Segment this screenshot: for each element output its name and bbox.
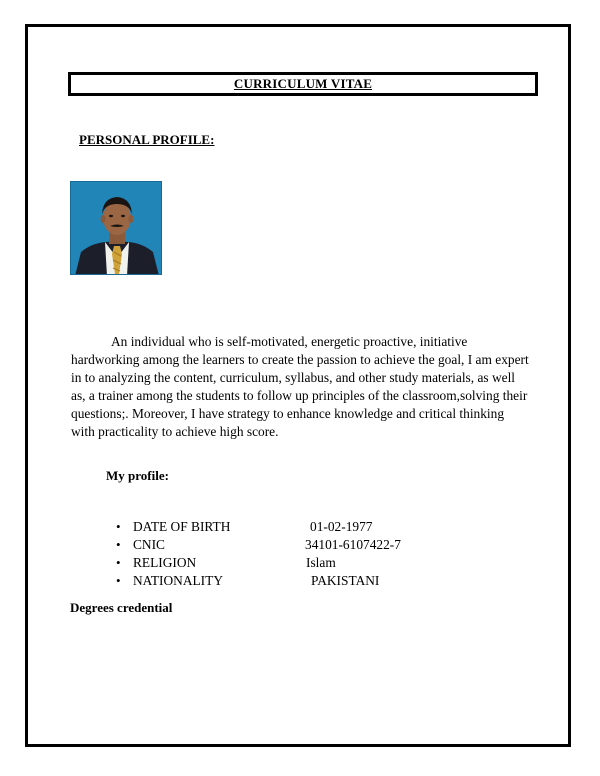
my-profile-heading: My profile: [106,468,169,483]
title-box [68,72,538,96]
detail-nationality [116,572,401,590]
bullet-icon: • [116,555,121,570]
detail-label: DATE OF BIRTH [133,519,231,534]
profile-summary: An individual who is self-motivated, energetic proactive, initiative hardworking among the learners to create the passion to achieve the goal, I am expert in to analyzing the content, curriculum, syllabus, and other study materials, as well as, a trainer among the students to follow up principles of the classroom,solving their questions;. Moreover, I have strategy to enhance knowledge and critical thinking with practicality to achieve high score. [71,334,529,439]
personal-profile-heading: PERSONAL PROFILE: [79,132,215,147]
detail-value: PAKISTANI [311,573,380,588]
detail-date-of-birth [116,518,401,536]
detail-value: 01-02-1977 [310,519,373,534]
personal-details-list [116,518,401,590]
detail-value: Islam [306,555,336,570]
detail-value: 34101-6107422-7 [305,537,401,552]
detail-religion [116,554,401,572]
bullet-icon: • [116,519,121,534]
detail-label: NATIONALITY [133,573,223,588]
profile-photo [70,181,162,275]
bullet-icon: • [116,537,121,552]
degrees-heading: Degrees credential [70,600,173,615]
portrait-image [71,182,162,275]
detail-label: RELIGION [133,555,197,570]
detail-label: CNIC [133,537,165,552]
document-title: CURRICULUM VITAE [233,76,373,91]
bullet-icon: • [116,573,121,588]
detail-cnic [116,536,401,554]
